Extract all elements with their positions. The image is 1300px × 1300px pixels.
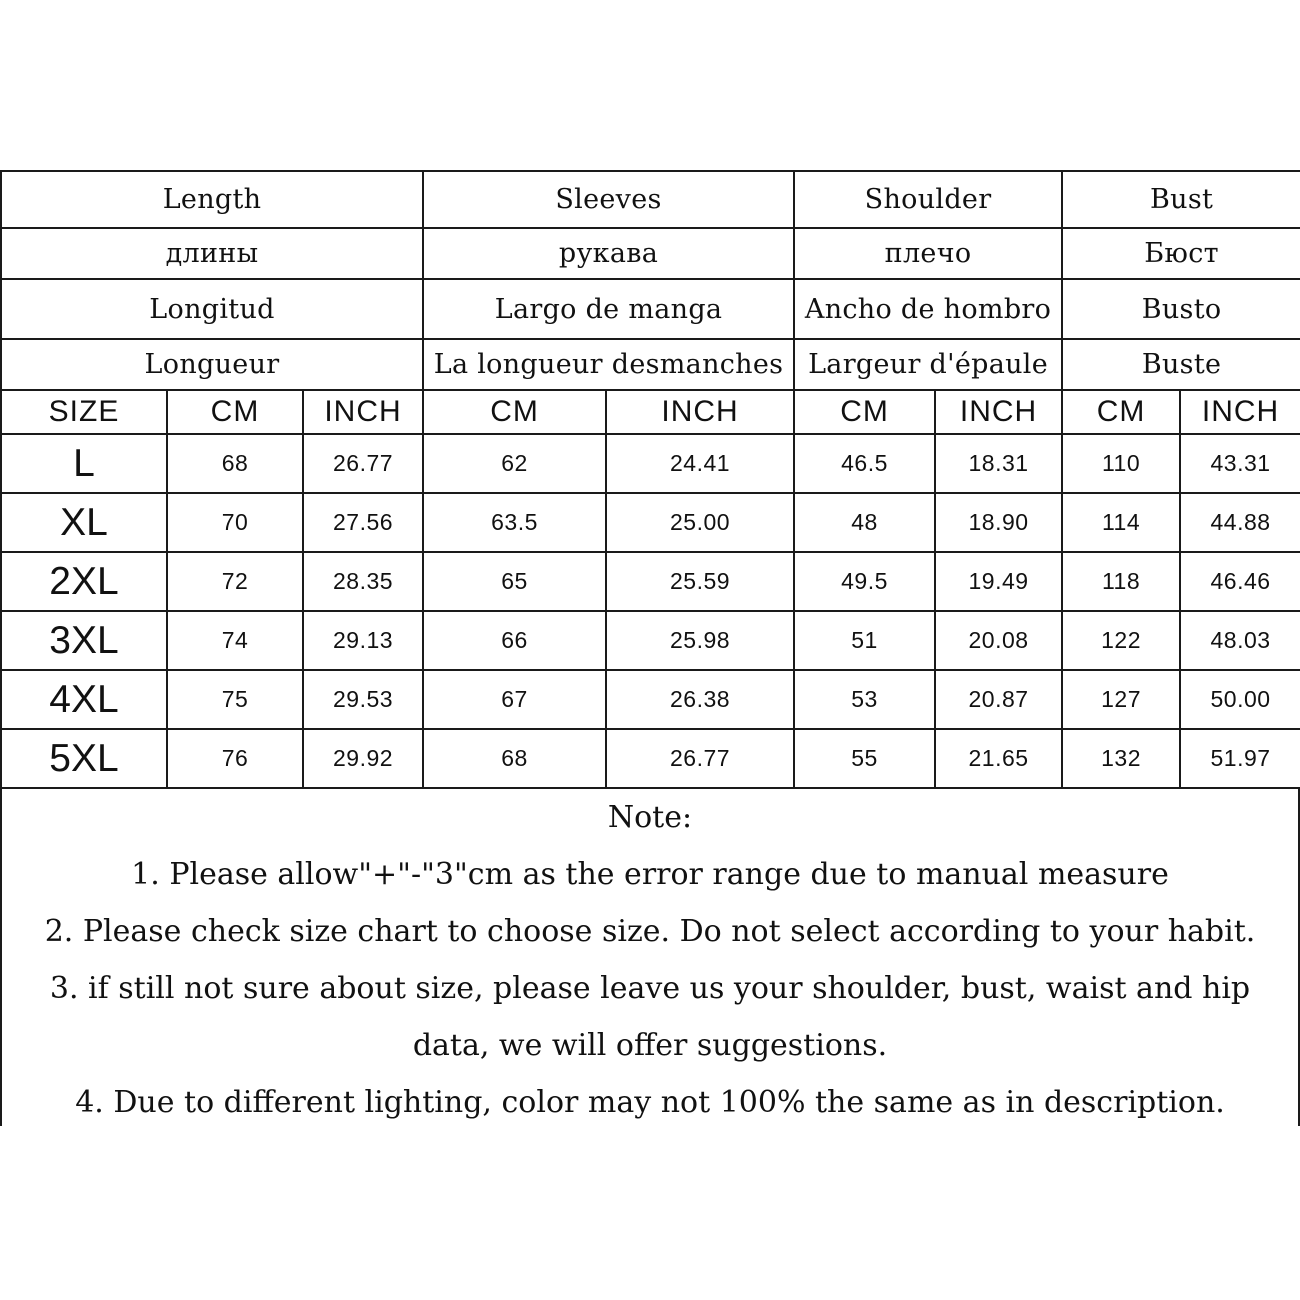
header-bust-fr: Buste xyxy=(1062,339,1300,390)
bust-inch-cell: 48.03 xyxy=(1180,611,1300,670)
length-cm-cell: 76 xyxy=(167,729,303,788)
sleeves-inch-header: INCH xyxy=(606,390,794,434)
header-sleeves-es: Largo de manga xyxy=(423,279,794,339)
table-row xyxy=(1,611,1300,670)
header-bust-en: Bust xyxy=(1062,171,1300,228)
sleeves-inch-cell: 26.77 xyxy=(606,729,794,788)
sleeves-cm-header: CM xyxy=(423,390,606,434)
sleeves-inch-cell: 24.41 xyxy=(606,434,794,493)
shoulder-inch-cell: 20.87 xyxy=(935,670,1062,729)
bust-inch-cell: 43.31 xyxy=(1180,434,1300,493)
length-cm-cell: 74 xyxy=(167,611,303,670)
table-row xyxy=(1,434,1300,493)
header-bust-ru: Бюст xyxy=(1062,228,1300,279)
shoulder-cm-cell: 53 xyxy=(794,670,935,729)
length-inch-header: INCH xyxy=(303,390,423,434)
header-shoulder-en: Shoulder xyxy=(794,171,1062,228)
sleeves-inch-cell: 26.38 xyxy=(606,670,794,729)
bust-cm-cell: 122 xyxy=(1062,611,1180,670)
length-inch-cell: 29.53 xyxy=(303,670,423,729)
bust-inch-header: INCH xyxy=(1180,390,1300,434)
length-inch-cell: 26.77 xyxy=(303,434,423,493)
bust-cm-cell: 132 xyxy=(1062,729,1180,788)
shoulder-inch-header: INCH xyxy=(935,390,1062,434)
shoulder-cm-cell: 49.5 xyxy=(794,552,935,611)
header-length-en: Length xyxy=(1,171,423,228)
size-cell: 5XL xyxy=(1,729,167,788)
header-row-russian xyxy=(1,228,1300,279)
size-cell: 3XL xyxy=(1,611,167,670)
size-table xyxy=(0,170,1300,789)
header-shoulder-fr: Largeur d'épaule xyxy=(794,339,1062,390)
table-row xyxy=(1,670,1300,729)
note-line: 3. if still not sure about size, please leave us your shoulder, bust, waist and hip xyxy=(49,971,1251,1006)
shoulder-inch-cell: 18.90 xyxy=(935,493,1062,552)
size-column-header: SIZE xyxy=(1,390,167,434)
notes-section xyxy=(0,789,1300,1126)
bust-inch-cell: 46.46 xyxy=(1180,552,1300,611)
header-row-french xyxy=(1,339,1300,390)
shoulder-inch-cell: 18.31 xyxy=(935,434,1062,493)
table-row xyxy=(1,493,1300,552)
length-inch-cell: 28.35 xyxy=(303,552,423,611)
shoulder-cm-cell: 46.5 xyxy=(794,434,935,493)
header-shoulder-es: Ancho de hombro xyxy=(794,279,1062,339)
shoulder-cm-header: CM xyxy=(794,390,935,434)
header-sleeves-ru: рукава xyxy=(423,228,794,279)
table-row xyxy=(1,552,1300,611)
length-cm-cell: 68 xyxy=(167,434,303,493)
bust-cm-cell: 118 xyxy=(1062,552,1180,611)
bust-inch-cell: 44.88 xyxy=(1180,493,1300,552)
bust-inch-cell: 50.00 xyxy=(1180,670,1300,729)
note-line: data, we will offer suggestions. xyxy=(412,1028,888,1063)
sleeves-cm-cell: 68 xyxy=(423,729,606,788)
length-cm-cell: 70 xyxy=(167,493,303,552)
bust-cm-header: CM xyxy=(1062,390,1180,434)
size-cell: 4XL xyxy=(1,670,167,729)
sleeves-inch-cell: 25.00 xyxy=(606,493,794,552)
size-cell: L xyxy=(1,434,167,493)
notes-title: Note: xyxy=(607,800,693,835)
shoulder-inch-cell: 20.08 xyxy=(935,611,1062,670)
header-sleeves-fr: La longueur desmanches xyxy=(423,339,794,390)
length-cm-cell: 75 xyxy=(167,670,303,729)
bust-inch-cell: 51.97 xyxy=(1180,729,1300,788)
note-line: 1. Please allow"+"-"3"cm as the error range due to manual measure xyxy=(131,857,1169,892)
sleeves-cm-cell: 67 xyxy=(423,670,606,729)
length-inch-cell: 27.56 xyxy=(303,493,423,552)
size-cell: 2XL xyxy=(1,552,167,611)
table-row xyxy=(1,729,1300,788)
sleeves-inch-cell: 25.59 xyxy=(606,552,794,611)
size-chart xyxy=(0,170,1300,1126)
length-inch-cell: 29.92 xyxy=(303,729,423,788)
unit-row xyxy=(1,390,1300,434)
bust-cm-cell: 114 xyxy=(1062,493,1180,552)
sleeves-cm-cell: 62 xyxy=(423,434,606,493)
header-sleeves-en: Sleeves xyxy=(423,171,794,228)
shoulder-cm-cell: 55 xyxy=(794,729,935,788)
length-inch-cell: 29.13 xyxy=(303,611,423,670)
bust-cm-cell: 110 xyxy=(1062,434,1180,493)
length-cm-cell: 72 xyxy=(167,552,303,611)
sleeves-inch-cell: 25.98 xyxy=(606,611,794,670)
shoulder-inch-cell: 19.49 xyxy=(935,552,1062,611)
header-shoulder-ru: плечо xyxy=(794,228,1062,279)
sleeves-cm-cell: 63.5 xyxy=(423,493,606,552)
header-row-spanish xyxy=(1,279,1300,339)
header-length-fr: Longueur xyxy=(1,339,423,390)
sleeves-cm-cell: 66 xyxy=(423,611,606,670)
header-length-ru: длины xyxy=(1,228,423,279)
shoulder-inch-cell: 21.65 xyxy=(935,729,1062,788)
length-cm-header: CM xyxy=(167,390,303,434)
header-bust-es: Busto xyxy=(1062,279,1300,339)
size-cell: XL xyxy=(1,493,167,552)
shoulder-cm-cell: 51 xyxy=(794,611,935,670)
bust-cm-cell: 127 xyxy=(1062,670,1180,729)
shoulder-cm-cell: 48 xyxy=(794,493,935,552)
header-length-es: Longitud xyxy=(1,279,423,339)
note-line: 4. Due to different lighting, color may not 100% the same as in description. xyxy=(75,1085,1225,1120)
sleeves-cm-cell: 65 xyxy=(423,552,606,611)
header-row-english xyxy=(1,171,1300,228)
note-line: 2. Please check size chart to choose size. Do not select according to your habit. xyxy=(44,914,1256,949)
